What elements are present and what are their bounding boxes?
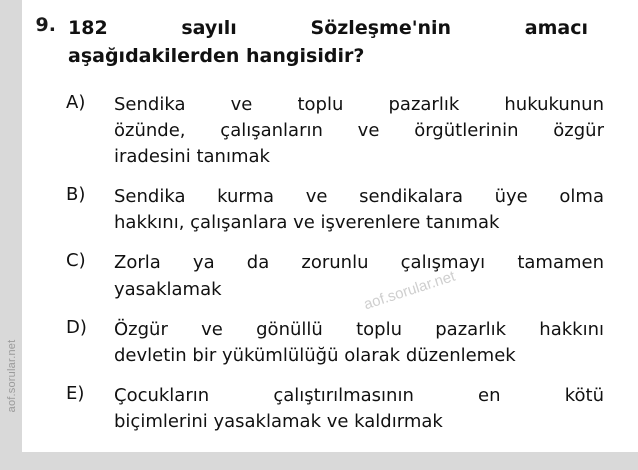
option-d-text — [114, 317, 604, 369]
option-b[interactable] — [66, 184, 614, 236]
option-c-text — [114, 250, 604, 302]
option-c-letter: C) — [66, 250, 86, 272]
question-text-line-2: aşağıdakilerden hangisidir? — [68, 45, 365, 68]
question-text-line-1: 182 sayılı Sözleşme'nin amacı — [68, 17, 588, 39]
option-c-line-1: Zorla ya da zorunlu çalışmayı tamamen — [114, 252, 604, 274]
option-a-line-1: Sendika ve toplu pazarlık hukukunun — [114, 94, 604, 115]
left-gutter — [0, 0, 22, 470]
option-d-letter: D) — [66, 316, 87, 338]
options-list — [66, 92, 614, 449]
option-b-text — [114, 184, 604, 236]
option-e[interactable] — [66, 383, 614, 435]
option-a-line-2: özünde, çalışanların ve örgütlerinin özgür — [114, 120, 604, 142]
option-d-line-2: devletin bir yükümlülüğü olarak düzenlemek — [114, 344, 516, 366]
option-b-line-2: hakkını, çalışanlara ve işverenlere tanımak — [114, 212, 500, 234]
option-e-line-2: biçimlerini yasaklamak ve kaldırmak — [114, 410, 443, 432]
option-a-letter: A) — [66, 92, 86, 113]
option-a[interactable] — [66, 92, 614, 170]
question-block — [22, 14, 612, 70]
exam-question-page — [22, 0, 638, 452]
option-d[interactable] — [66, 317, 614, 369]
question-number: 9. — [35, 14, 56, 36]
center-watermark: aof.sorular.net — [361, 267, 458, 314]
option-e-line-1: Çocukların çalıştırılmasının en kötü — [114, 384, 604, 406]
question-text — [68, 14, 588, 70]
option-b-letter: B) — [66, 184, 86, 206]
option-a-line-3: iradesini tanımak — [114, 146, 270, 168]
option-b-line-1: Sendika kurma ve sendikalara üye olma — [114, 186, 604, 208]
option-a-text — [114, 92, 604, 170]
side-watermark: aof.sorular.net — [6, 339, 18, 413]
option-c-line-2: yasaklamak — [114, 278, 222, 300]
option-d-line-1: Özgür ve gönüllü toplu pazarlık hakkını — [114, 318, 604, 340]
option-e-letter: E) — [66, 382, 85, 404]
option-c[interactable] — [66, 250, 614, 302]
option-e-text — [114, 383, 604, 435]
bottom-strip — [0, 452, 638, 470]
